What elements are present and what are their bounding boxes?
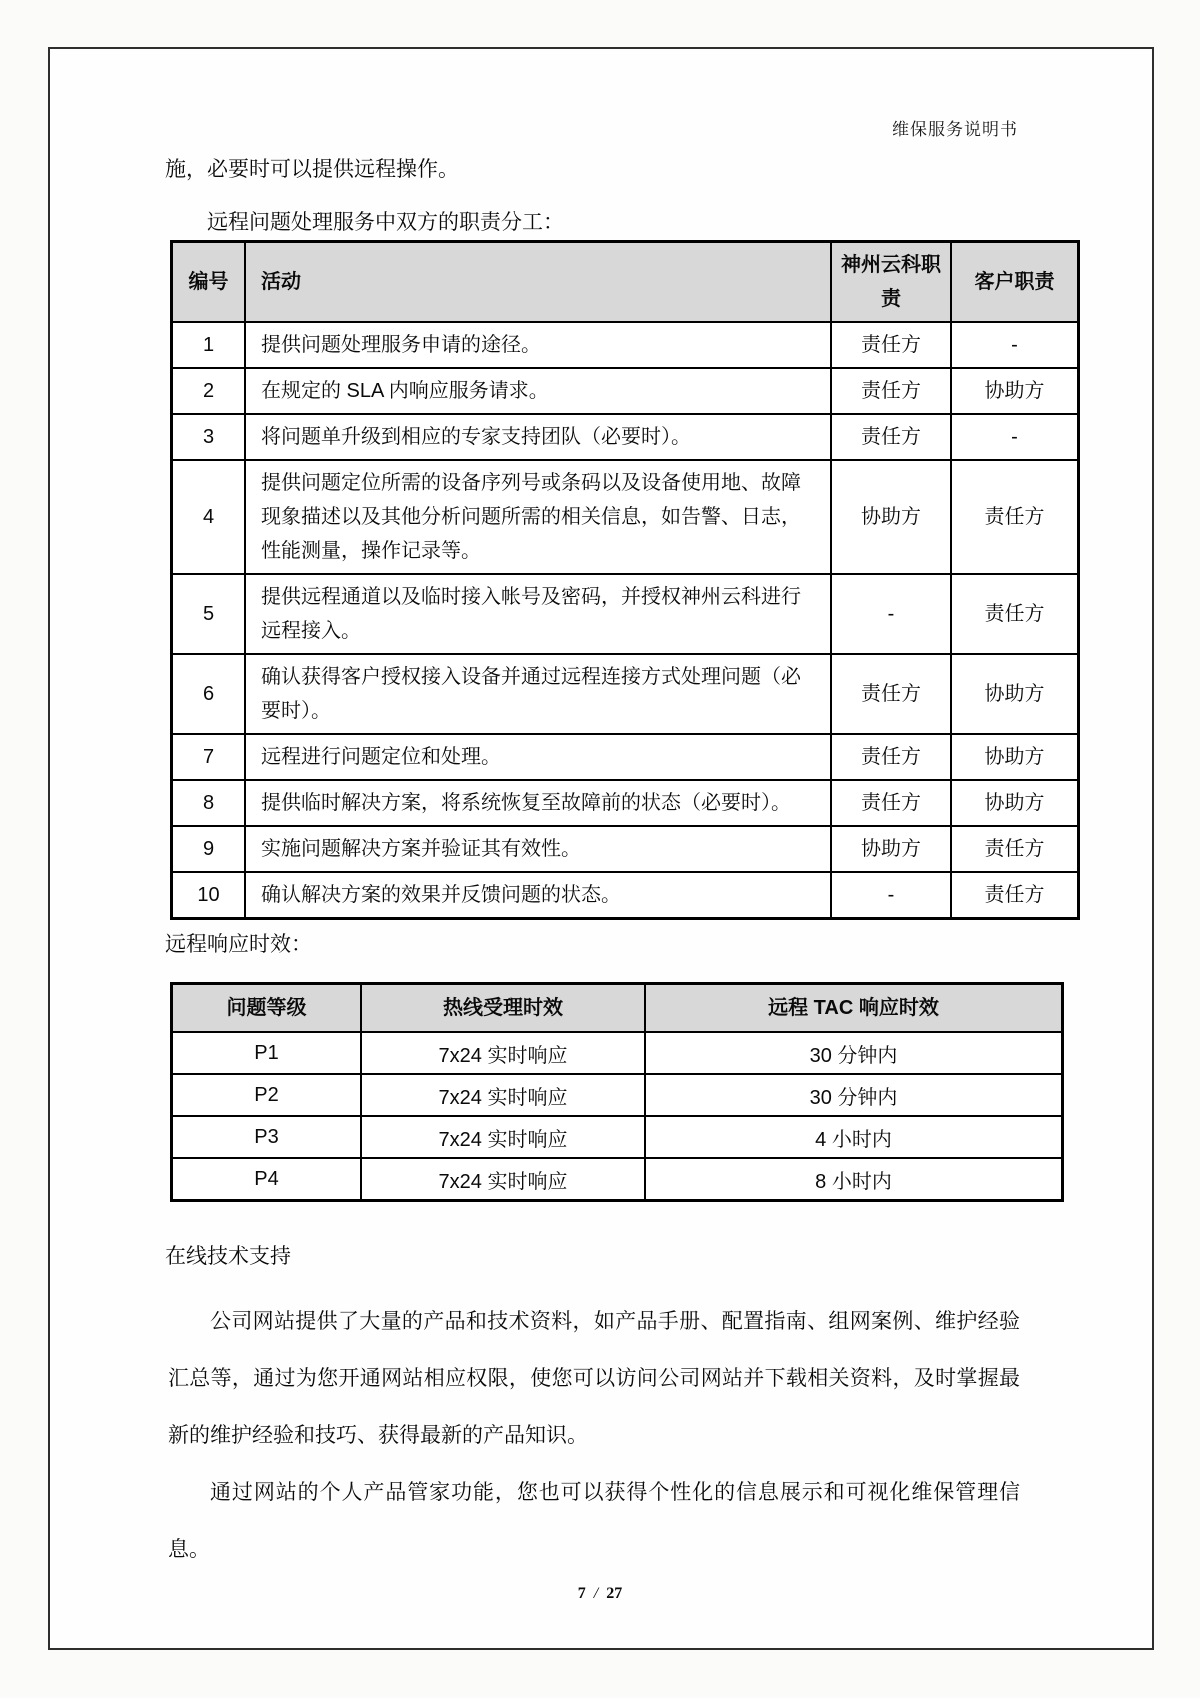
responsibility-row xyxy=(172,322,1079,368)
tac-response-cell: 30 分钟内 xyxy=(645,1032,1063,1074)
customer-role-cell: 责任方 xyxy=(951,460,1079,574)
sla-section-title: 远程响应时效： xyxy=(165,933,312,956)
dcn-role-cell: 责任方 xyxy=(831,780,951,826)
responsibility-row xyxy=(172,368,1079,414)
dcn-role-cell: 责任方 xyxy=(831,368,951,414)
online-support-paragraph-1: 公司网站提供了大量的产品和技术资料，如产品手册、配置指南、组网案例、维护经验汇总等，通过为您开通网站相应权限，使您可以访问公司网站并下载相关资料，及时掌握最新的维护经验和技巧、获得最新的产品知识。 xyxy=(168,1310,1020,1447)
customer-role-cell: 协助方 xyxy=(951,654,1079,734)
activity-cell: 确认获得客户授权接入设备并通过远程连接方式处理问题（必要时）。 xyxy=(245,654,831,734)
row-number-cell: 8 xyxy=(172,780,246,826)
customer-role-cell: 协助方 xyxy=(951,734,1079,780)
activity-cell: 远程进行问题定位和处理。 xyxy=(245,734,831,780)
customer-role-cell: 责任方 xyxy=(951,574,1079,654)
sla-row xyxy=(172,1074,1063,1116)
section-lead-line: 远程问题处理服务中双方的职责分工： xyxy=(207,211,564,234)
responsibility-table xyxy=(170,240,1080,920)
dcn-role-cell: 责任方 xyxy=(831,734,951,780)
activity-cell: 提供问题定位所需的设备序列号或条码以及设备使用地、故障现象描述以及其他分析问题所需的相关信息，如告警、日志，性能测量，操作记录等。 xyxy=(245,460,831,574)
hotline-time-cell: 7x24 实时响应 xyxy=(361,1116,645,1158)
customer-role-cell: 协助方 xyxy=(951,368,1079,414)
activity-cell: 提供远程通道以及临时接入帐号及密码，并授权神州云科进行远程接入。 xyxy=(245,574,831,654)
activity-cell: 提供问题处理服务申请的途径。 xyxy=(245,322,831,368)
activity-cell: 实施问题解决方案并验证其有效性。 xyxy=(245,826,831,872)
dcn-role-cell: 协助方 xyxy=(831,826,951,872)
sla-table-body xyxy=(172,1032,1063,1201)
header-cell-customer-role: 客户职责 xyxy=(951,242,1079,323)
total-pages: 27 xyxy=(606,1585,623,1602)
responsibility-row xyxy=(172,734,1079,780)
header-cell-hotline-time: 热线受理时效 xyxy=(361,984,645,1033)
page-number: 7 xyxy=(577,1585,586,1602)
online-support-paragraph-2: 通过网站的个人产品管家功能，您也可以获得个性化的信息展示和可视化维保管理信息。 xyxy=(168,1481,1020,1561)
dcn-role-cell: 责任方 xyxy=(831,414,951,460)
dcn-role-cell: 责任方 xyxy=(831,654,951,734)
row-number-cell: 3 xyxy=(172,414,246,460)
activity-cell: 在规定的 SLA 内响应服务请求。 xyxy=(245,368,831,414)
responsibility-table-header-row xyxy=(172,242,1079,323)
row-number-cell: 6 xyxy=(172,654,246,734)
hotline-time-cell: 7x24 实时响应 xyxy=(361,1074,645,1116)
dcn-role-cell: 责任方 xyxy=(831,322,951,368)
activity-cell: 确认解决方案的效果并反馈问题的状态。 xyxy=(245,872,831,919)
row-number-cell: 4 xyxy=(172,460,246,574)
sla-table xyxy=(170,982,1064,1202)
sla-row xyxy=(172,1116,1063,1158)
responsibility-row xyxy=(172,826,1079,872)
customer-role-cell: - xyxy=(951,322,1079,368)
responsibility-row xyxy=(172,414,1079,460)
row-number-cell: 9 xyxy=(172,826,246,872)
responsibility-row xyxy=(172,460,1079,574)
responsibility-row xyxy=(172,872,1079,919)
sla-table-header-row xyxy=(172,984,1063,1033)
intro-line: 施，必要时可以提供远程操作。 xyxy=(165,158,459,181)
header-cell-dcn-role: 神州云科职责 xyxy=(831,242,951,323)
header-cell-activity: 活动 xyxy=(245,242,831,323)
activity-cell: 提供临时解决方案，将系统恢复至故障前的状态（必要时）。 xyxy=(245,780,831,826)
row-number-cell: 2 xyxy=(172,368,246,414)
responsibility-row xyxy=(172,654,1079,734)
customer-role-cell: 责任方 xyxy=(951,826,1079,872)
responsibility-table-body xyxy=(172,322,1079,919)
problem-level-cell: P3 xyxy=(172,1116,362,1158)
responsibility-row xyxy=(172,574,1079,654)
online-support-text xyxy=(168,1293,1020,1578)
problem-level-cell: P1 xyxy=(172,1032,362,1074)
tac-response-cell: 4 小时内 xyxy=(645,1116,1063,1158)
dcn-role-cell: - xyxy=(831,574,951,654)
page-footer xyxy=(0,1585,1200,1603)
row-number-cell: 1 xyxy=(172,322,246,368)
row-number-cell: 7 xyxy=(172,734,246,780)
header-cell-tac-response: 远程 TAC 响应时效 xyxy=(645,984,1063,1033)
customer-role-cell: - xyxy=(951,414,1079,460)
hotline-time-cell: 7x24 实时响应 xyxy=(361,1158,645,1201)
dcn-role-cell: 协助方 xyxy=(831,460,951,574)
sla-row xyxy=(172,1032,1063,1074)
row-number-cell: 5 xyxy=(172,574,246,654)
tac-response-cell: 30 分钟内 xyxy=(645,1074,1063,1116)
page-number-separator: / xyxy=(593,1585,599,1602)
problem-level-cell: P2 xyxy=(172,1074,362,1116)
customer-role-cell: 责任方 xyxy=(951,872,1079,919)
activity-cell: 将问题单升级到相应的专家支持团队（必要时）。 xyxy=(245,414,831,460)
row-number-cell: 10 xyxy=(172,872,246,919)
responsibility-row xyxy=(172,780,1079,826)
online-support-heading: 在线技术支持 xyxy=(165,1245,291,1268)
sla-row xyxy=(172,1158,1063,1201)
document-header-title: 维保服务说明书 xyxy=(892,120,1018,139)
problem-level-cell: P4 xyxy=(172,1158,362,1201)
dcn-role-cell: - xyxy=(831,872,951,919)
hotline-time-cell: 7x24 实时响应 xyxy=(361,1032,645,1074)
customer-role-cell: 协助方 xyxy=(951,780,1079,826)
header-cell-problem-level: 问题等级 xyxy=(172,984,362,1033)
header-cell-number: 编号 xyxy=(172,242,246,323)
tac-response-cell: 8 小时内 xyxy=(645,1158,1063,1201)
